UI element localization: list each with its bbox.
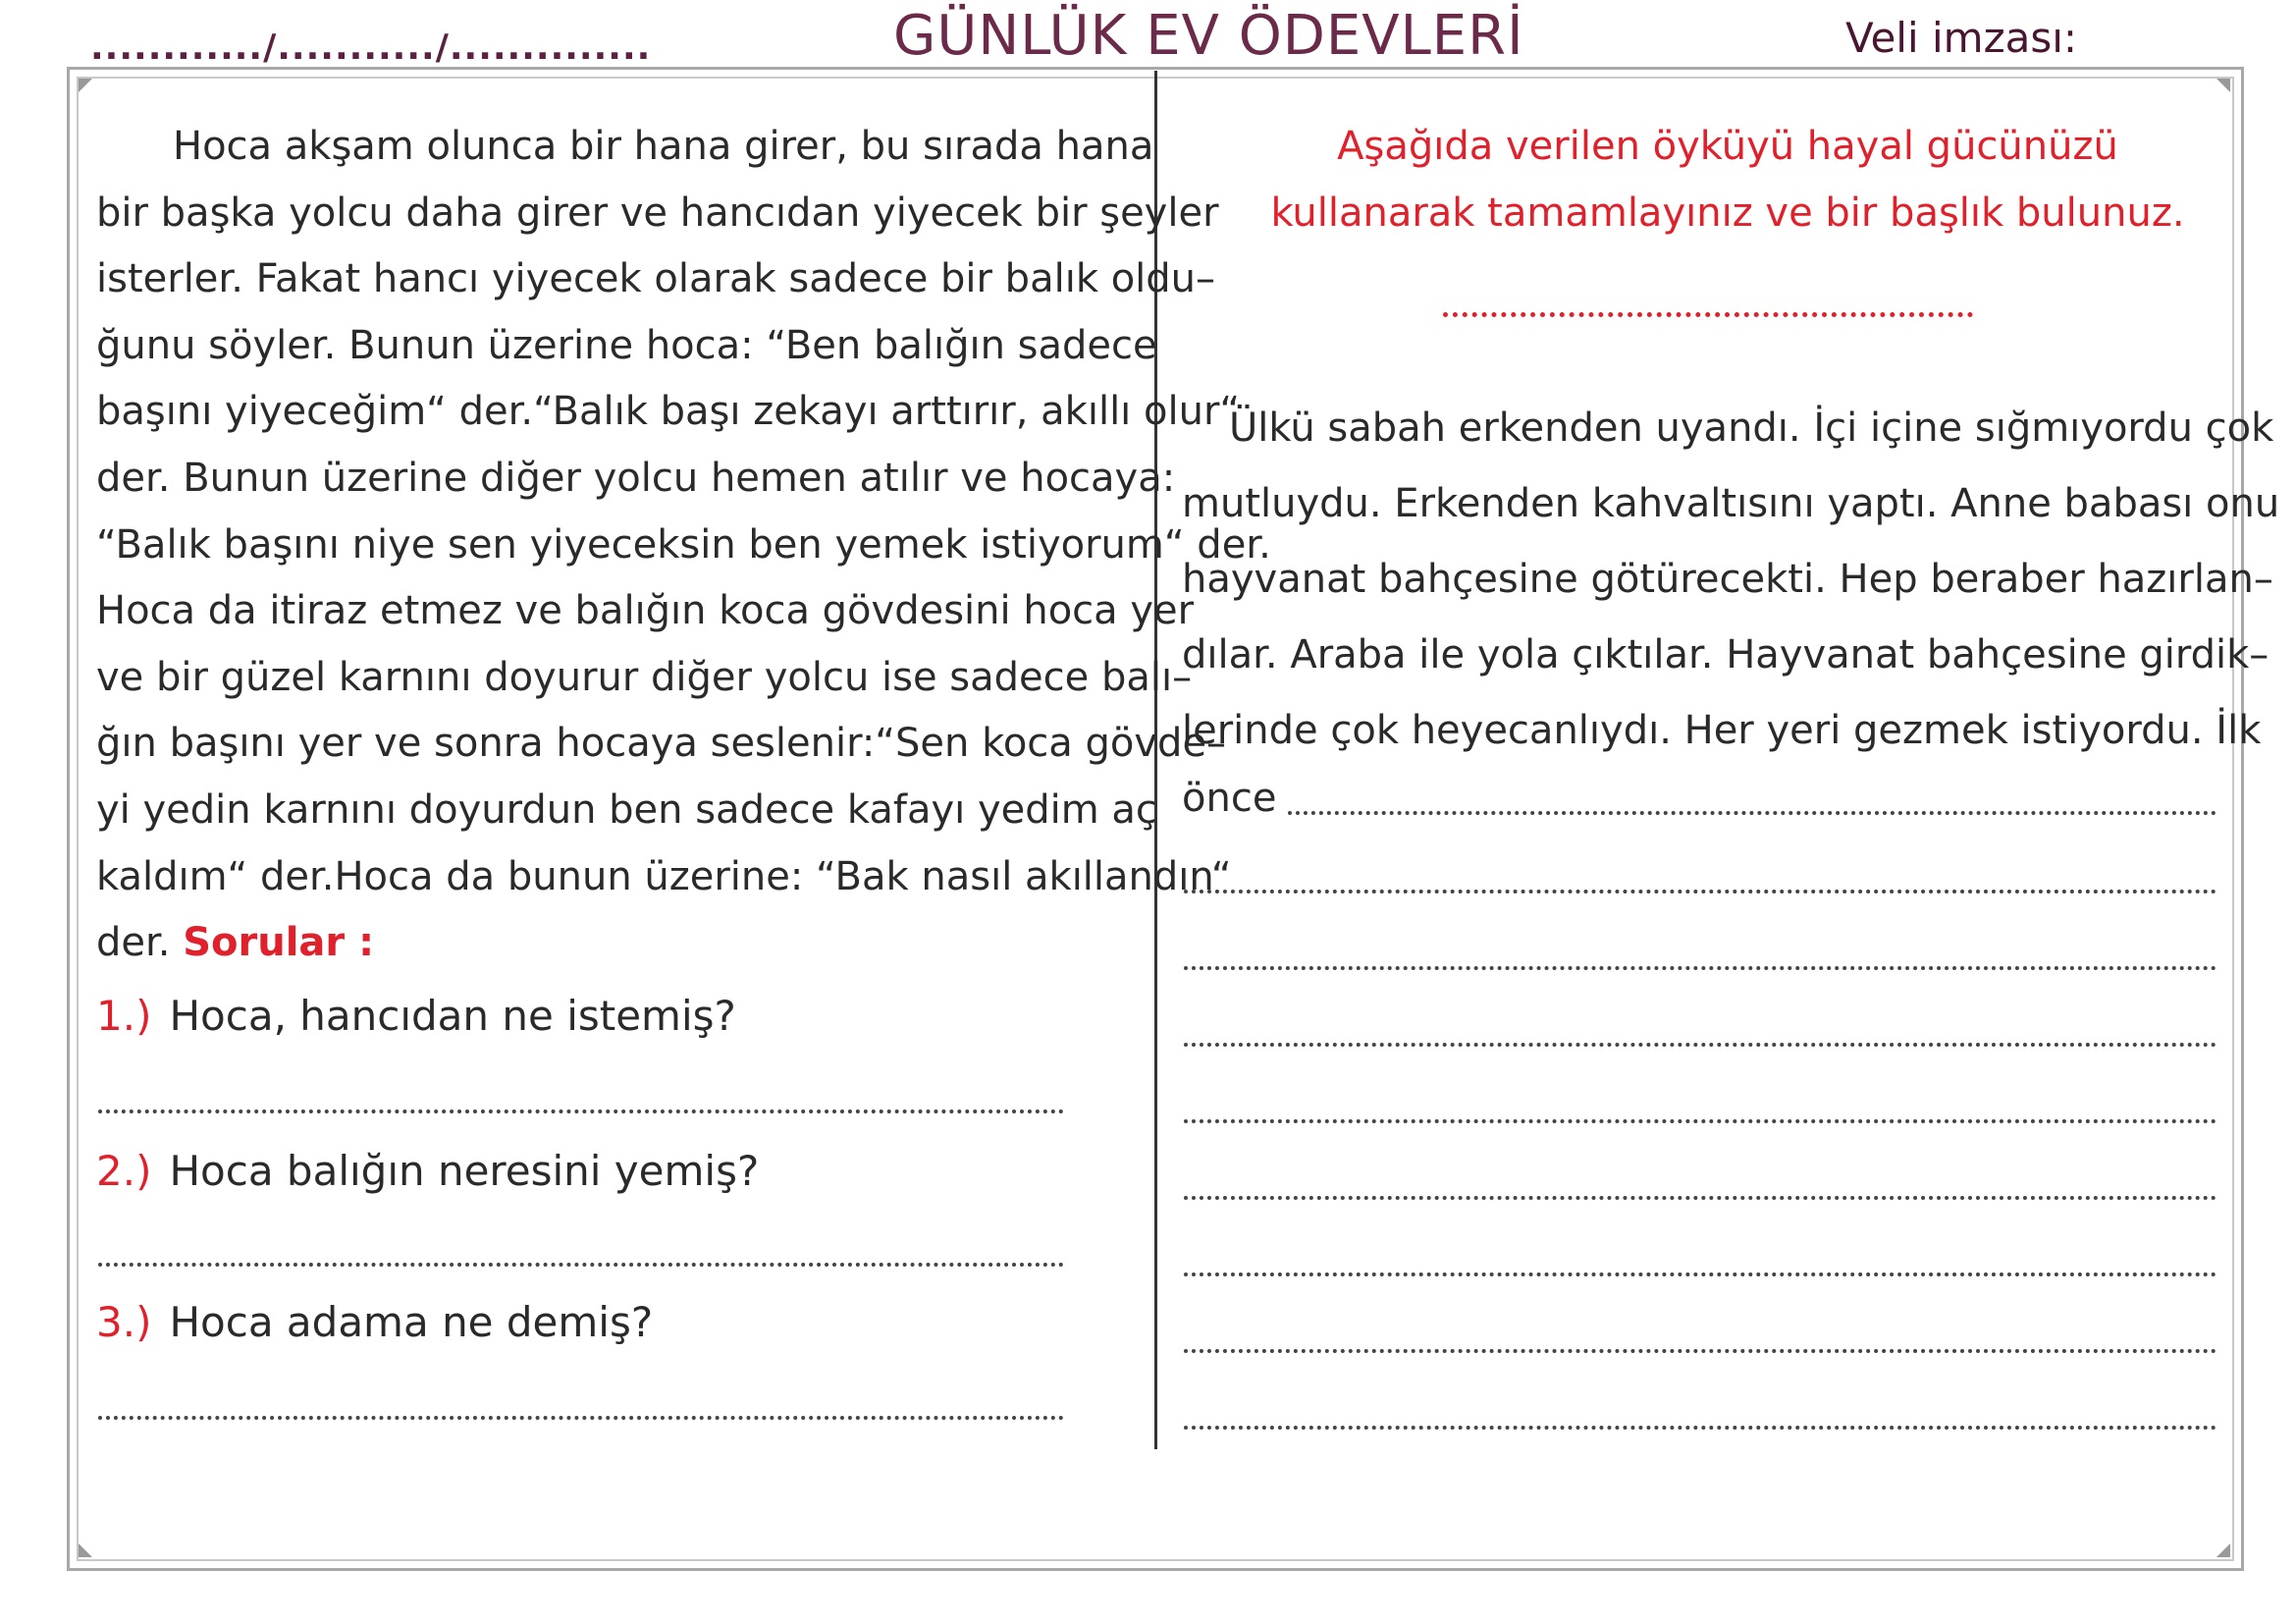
story-line: yi yedin karnını doyurdun ben sadece kafayı yedim aç (96, 786, 1157, 833)
story-line: ve bir güzel karnını doyurur diğer yolcu ise sadece balı– (96, 654, 1193, 700)
answer-line-2[interactable] (98, 1263, 1064, 1267)
writing-line[interactable] (1184, 1119, 2216, 1123)
question-text: Hoca, hancıdan ne istemiş? (169, 992, 736, 1040)
writing-line[interactable] (1288, 811, 2216, 815)
date-placeholder: ............/.........../.............. (90, 27, 652, 68)
instruction-line: kullanarak tamamlayınız ve bir başlık bulunuz. (1270, 190, 2185, 236)
corner-ornament (79, 79, 92, 92)
story-line: lerinde çok heyecanlıydı. Her yeri gezmek istiyordu. İlk (1182, 708, 2262, 753)
writing-line[interactable] (1184, 1426, 2216, 1430)
continue-word: önce (1182, 776, 1277, 821)
story-last-line (96, 910, 1156, 977)
story-line: hayvanat bahçesine götürecekti. Hep beraber hazırlan– (1182, 557, 2273, 602)
questions-heading: Sorular : (183, 920, 375, 966)
story-line: başını yiyeceğim“ der.“Balık başı zekayı arttırır, akıllı olur“ (96, 389, 1241, 435)
writing-line[interactable] (1184, 1349, 2216, 1353)
answer-line-1[interactable] (98, 1110, 1064, 1113)
corner-ornament (2216, 79, 2230, 92)
story-line: Ülkü sabah erkenden uyandı. İçi içine sığmıyordu çok (1229, 406, 2274, 451)
question-text: Hoca balığın neresini yemiş? (169, 1147, 760, 1195)
story-line: dılar. Araba ile yola çıktılar. Hayvanat bahçesine girdik– (1182, 632, 2269, 677)
corner-ornament (79, 1543, 92, 1557)
instruction-line: Aşağıda verilen öyküyü hayal gücünüzü (1337, 124, 2118, 169)
corner-ornament (2216, 1543, 2230, 1557)
title-answer-line[interactable] (1443, 312, 1973, 317)
question-text: Hoca adama ne demiş? (169, 1298, 654, 1346)
writing-line[interactable] (1184, 890, 2216, 893)
question-number: 1.) (96, 992, 152, 1040)
story-line: der. Bunun üzerine diğer yolcu hemen atılır ve hocaya: (96, 455, 1176, 501)
story-to-complete (1182, 391, 2280, 769)
story-line: Hoca akşam olunca bir hana girer, bu sırada hana (173, 124, 1154, 169)
writing-line[interactable] (1184, 1272, 2216, 1276)
writing-line[interactable] (1184, 966, 2216, 970)
story-line: mutluydu. Erkenden kahvaltısını yaptı. Anne babası onu (1182, 481, 2280, 526)
question-number: 2.) (96, 1147, 152, 1195)
story-line: bir başka yolcu daha girer ve hancıdan yiyecek bir şeyler (96, 189, 1219, 236)
question-number: 3.) (96, 1298, 152, 1346)
page-title: GÜNLÜK EV ÖDEVLERİ (893, 4, 1524, 68)
parent-signature-label: Veli imzası: (1845, 14, 2078, 62)
answer-line-3[interactable] (98, 1416, 1064, 1420)
question-1 (96, 992, 736, 1040)
story-line: Hoca da itiraz etmez ve balığın koca gövdesini hoca yer (96, 588, 1195, 634)
story-line: ğın başını yer ve sonra hocaya seslenir:“Sen koca gövde– (96, 721, 1227, 767)
question-3 (96, 1298, 653, 1346)
question-2 (96, 1147, 759, 1195)
story-line: “Balık başını niye sen yiyeceksin ben yemek istiyorum“ der. (96, 521, 1271, 568)
story-line-end: der. (96, 920, 171, 966)
story-line: ğunu söyler. Bunun üzerine hoca: “Ben balığın sadece (96, 322, 1157, 368)
writing-line[interactable] (1184, 1043, 2216, 1047)
story-line: isterler. Fakat hancı yiyecek olarak sadece bir balık oldu– (96, 256, 1216, 302)
writing-line[interactable] (1184, 1196, 2216, 1200)
story-line: kaldım“ der.Hoca da bunun üzerine: “Bak nasıl akıllandın“ (96, 853, 1232, 899)
